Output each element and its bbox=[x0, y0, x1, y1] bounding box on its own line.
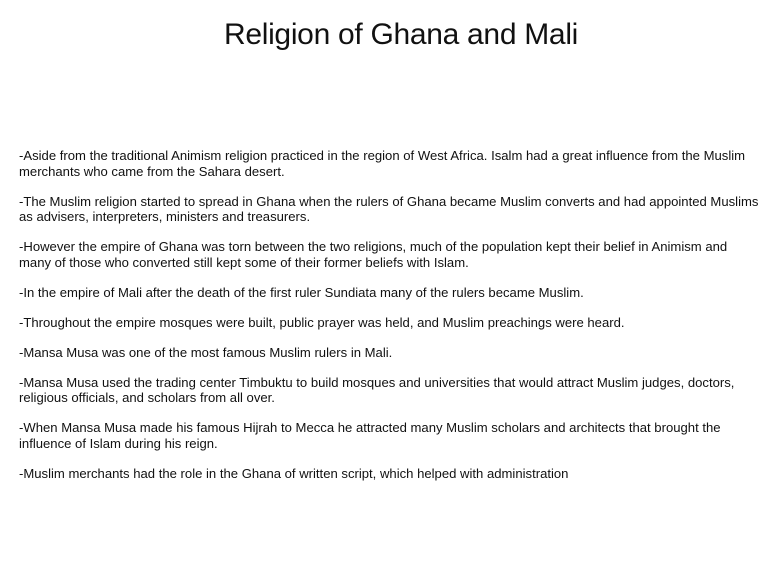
paragraph-mali-rulers: -In the empire of Mali after the death of the first ruler Sundiata many of the rulers became Muslim. bbox=[19, 284, 584, 300]
slide-title: Religion of Ghana and Mali bbox=[223, 18, 579, 51]
paragraph-hijrah-to-mecca: -When Mansa Musa made his famous Hijrah to Mecca he attracted many Muslim scholars and architects that brought the influence of Islam during his reign. bbox=[19, 420, 721, 451]
paragraph-islam-influence: -Aside from the traditional Animism religion practiced in the region of West Africa. Isalm had a great influence from the Muslim merchants who came from the Sahara desert. bbox=[19, 148, 746, 179]
paragraph-mansa-musa-famous: -Mansa Musa was one of the most famous Muslim rulers in Mali. bbox=[19, 344, 393, 360]
slide-body bbox=[19, 148, 759, 496]
paragraph-timbuktu: -Mansa Musa used the trading center Timbuktu to build mosques and universities that would attract Muslim judges, doctors, religious officials, and scholars from all over. bbox=[19, 374, 735, 405]
paragraph-mosques-built: -Throughout the empire mosques were built, public prayer was held, and Muslim preachings were heard. bbox=[19, 314, 625, 330]
paragraph-spread-in-ghana: -The Muslim religion started to spread in Ghana when the rulers of Ghana became Muslim converts and had appointed Muslims as advisers, interpreters, ministers and treasurers. bbox=[19, 193, 759, 224]
paragraph-written-script: -Muslim merchants had the role in the Ghana of written script, which helped with administration bbox=[19, 465, 569, 481]
paragraph-ghana-torn: -However the empire of Ghana was torn between the two religions, much of the population kept their belief in Animism and many of those who converted still kept some of their former beliefs with Islam. bbox=[19, 239, 728, 270]
